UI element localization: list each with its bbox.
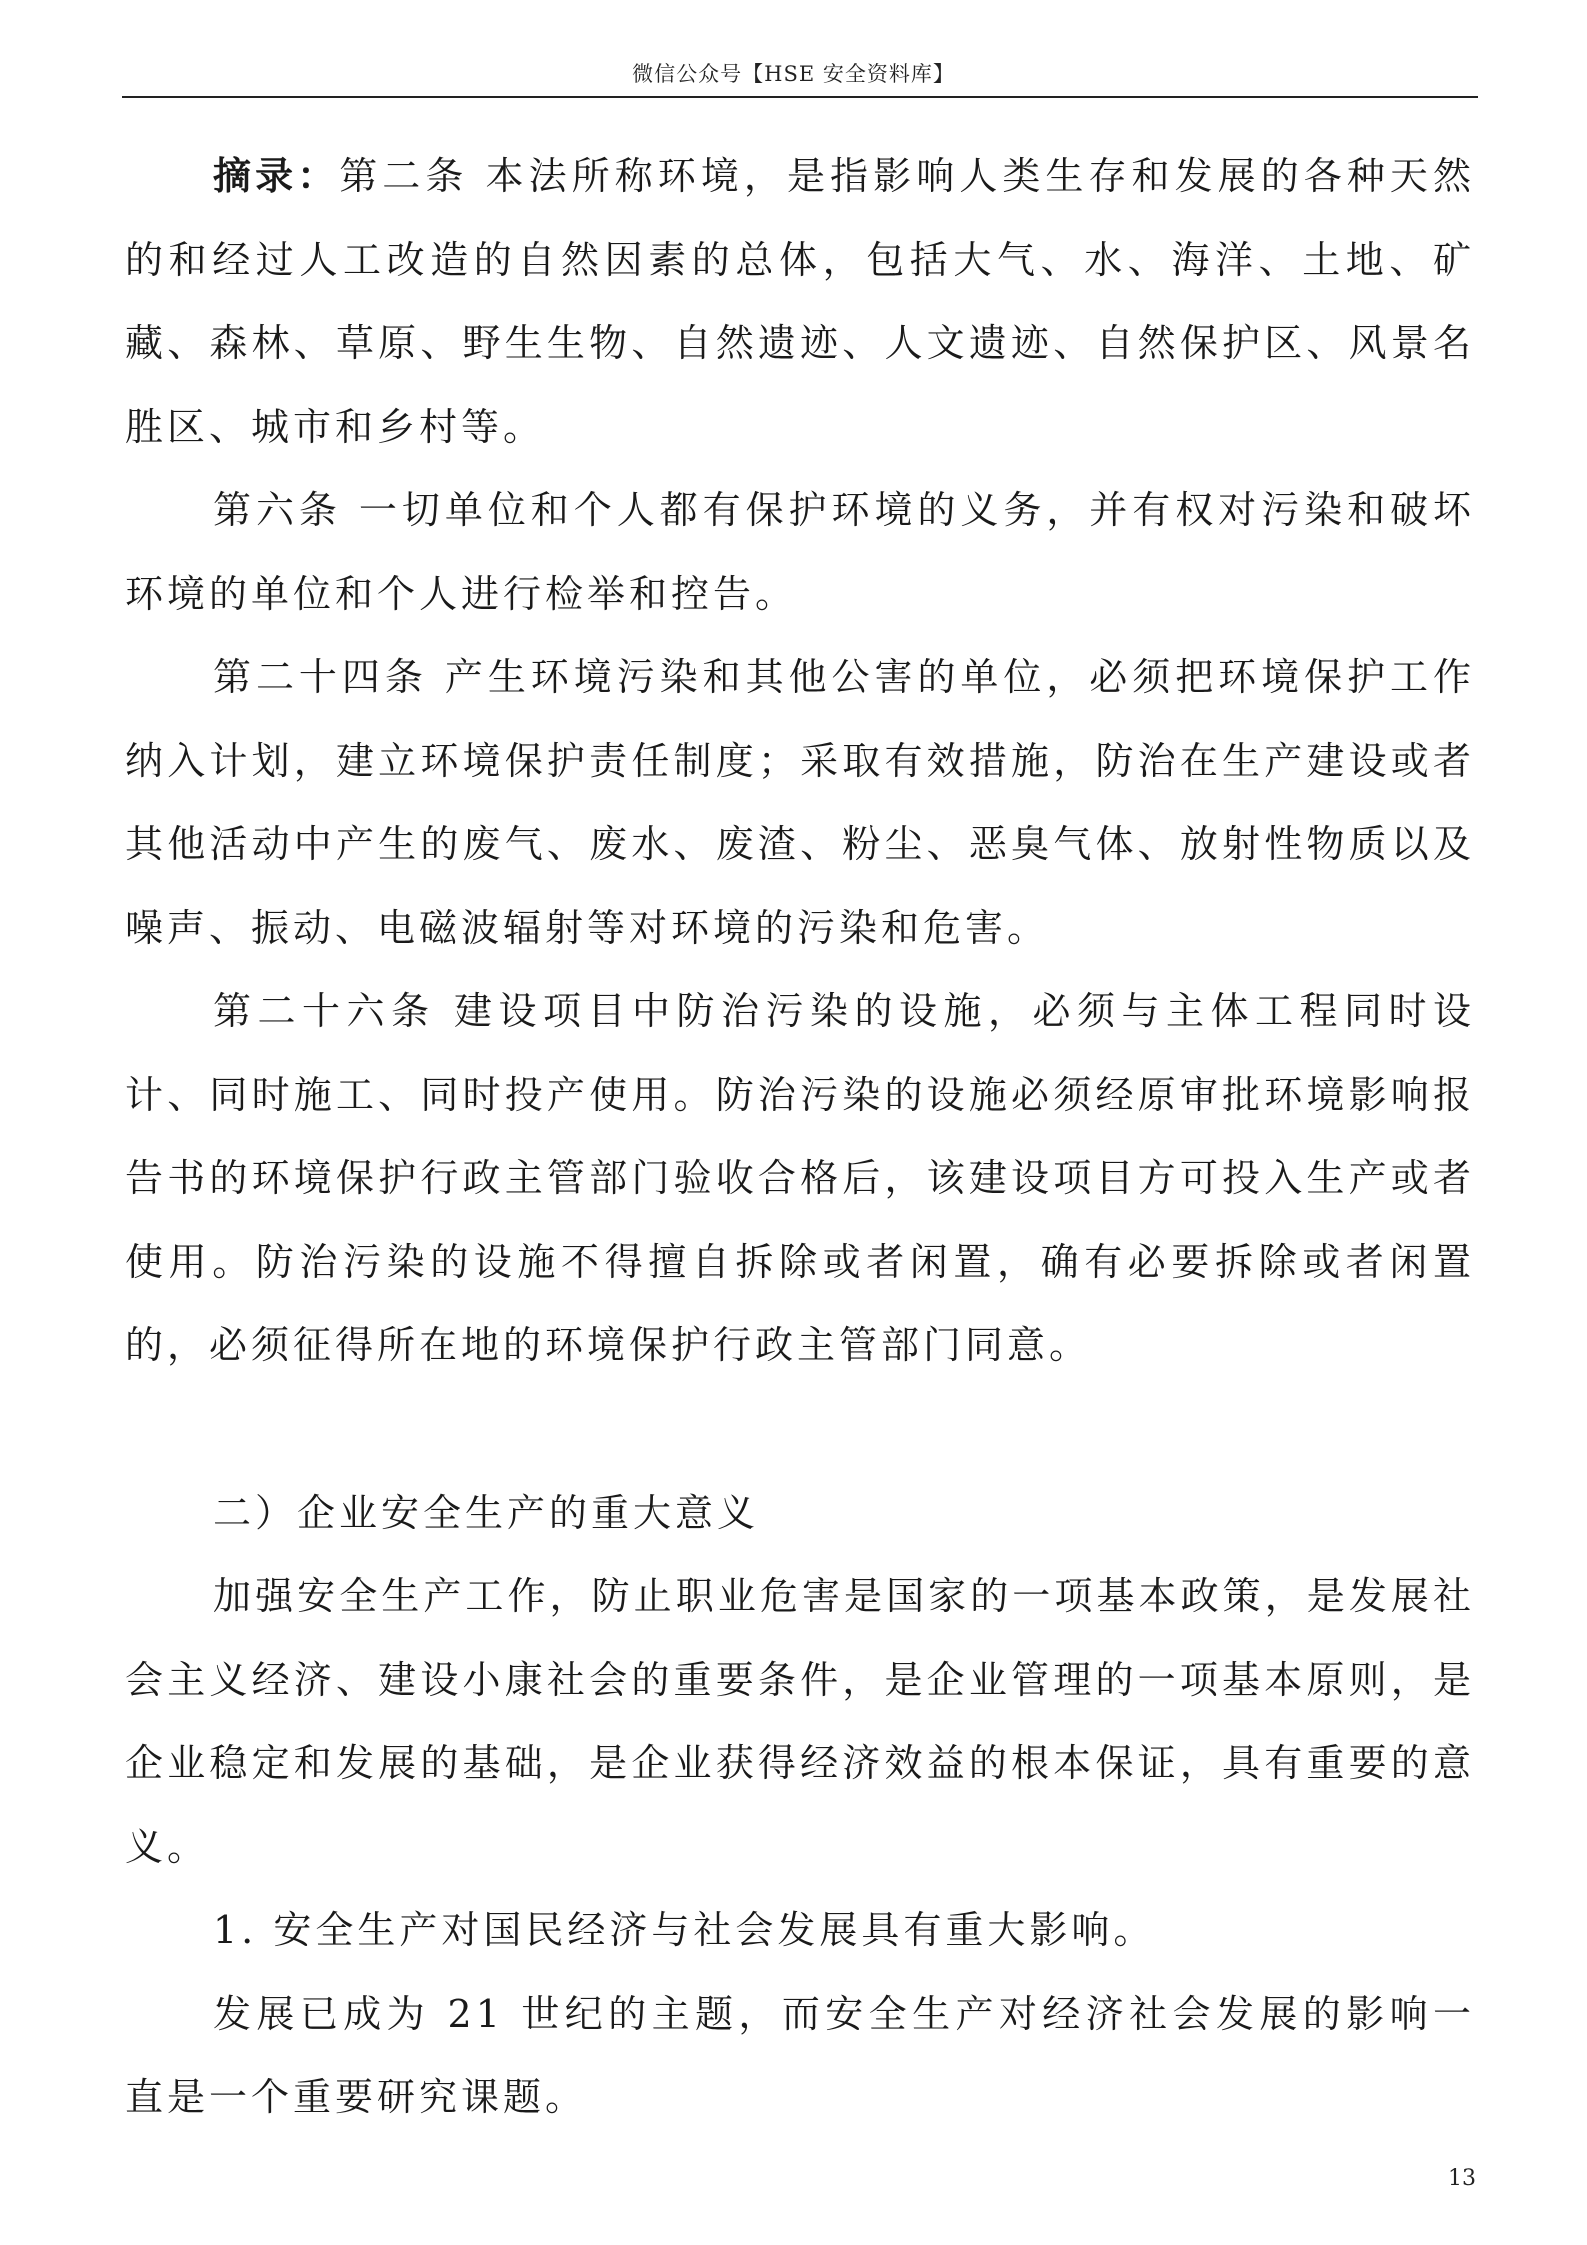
header-rule — [122, 96, 1478, 98]
paragraph-excerpt — [125, 134, 1475, 469]
paragraph-article-26: 第二十六条 建设项目中防治污染的设施，必须与主体工程同时设计、同时施工、同时投产使用。防治污染的设施必须经原审批环境影响报告书的环境保护行政主管部门验收合格后，该建设项目方可投入生产或者使用。防治污染的设施不得擅自拆除或者闲置，确有必要拆除或者闲置的，必须征得所在地的环境保护行政主管部门同意。 — [125, 989, 1475, 1367]
paragraph-development: 发展已成为 21 世纪的主题，而安全生产对经济社会发展的影响一直是一个重要研究课题。 — [125, 1991, 1475, 2119]
page-number: 13 — [1448, 2166, 1476, 2191]
section-gap — [125, 1388, 1475, 1472]
section-heading: 二）企业安全生产的重大意义 — [213, 1490, 760, 1535]
page-header: 微信公众号【HSE 安全资料库】 — [632, 62, 955, 86]
paragraph-article-24: 第二十四条 产生环境污染和其他公害的单位，必须把环境保护工作纳入计划，建立环境保护责任制度；采取有效措施，防治在生产建设或者其他活动中产生的废气、废水、废渣、粉尘、恶臭气体、放射性物质以及噪声、振动、电磁波辐射等对环境的污染和危害。 — [125, 655, 1475, 950]
subsection-heading: 1. 安全生产对国民经济与社会发展具有重大影响。 — [213, 1908, 1156, 1952]
paragraph-significance: 加强安全生产工作，防止职业危害是国家的一项基本政策，是发展社会主义经济、建设小康社会的重要条件，是企业管理的一项基本原则，是企业稳定和发展的基础，是企业获得经济效益的根本保证，具有重要的意义。 — [125, 1574, 1475, 1869]
excerpt-text: 第二条 本法所称环境，是指影响人类生存和发展的各种天然的和经过人工改造的自然因素的总体，包括大气、水、海洋、土地、矿藏、森林、草原、野生生物、自然遗迹、人文遗迹、自然保护区、风景名胜区、城市和乡村等。 — [125, 154, 1475, 449]
excerpt-label: 摘录： — [213, 153, 340, 198]
page-body — [125, 134, 1475, 2140]
paragraph-article-6: 第六条 一切单位和个人都有保护环境的义务，并有权对污染和破坏环境的单位和个人进行检举和控告。 — [125, 488, 1475, 616]
